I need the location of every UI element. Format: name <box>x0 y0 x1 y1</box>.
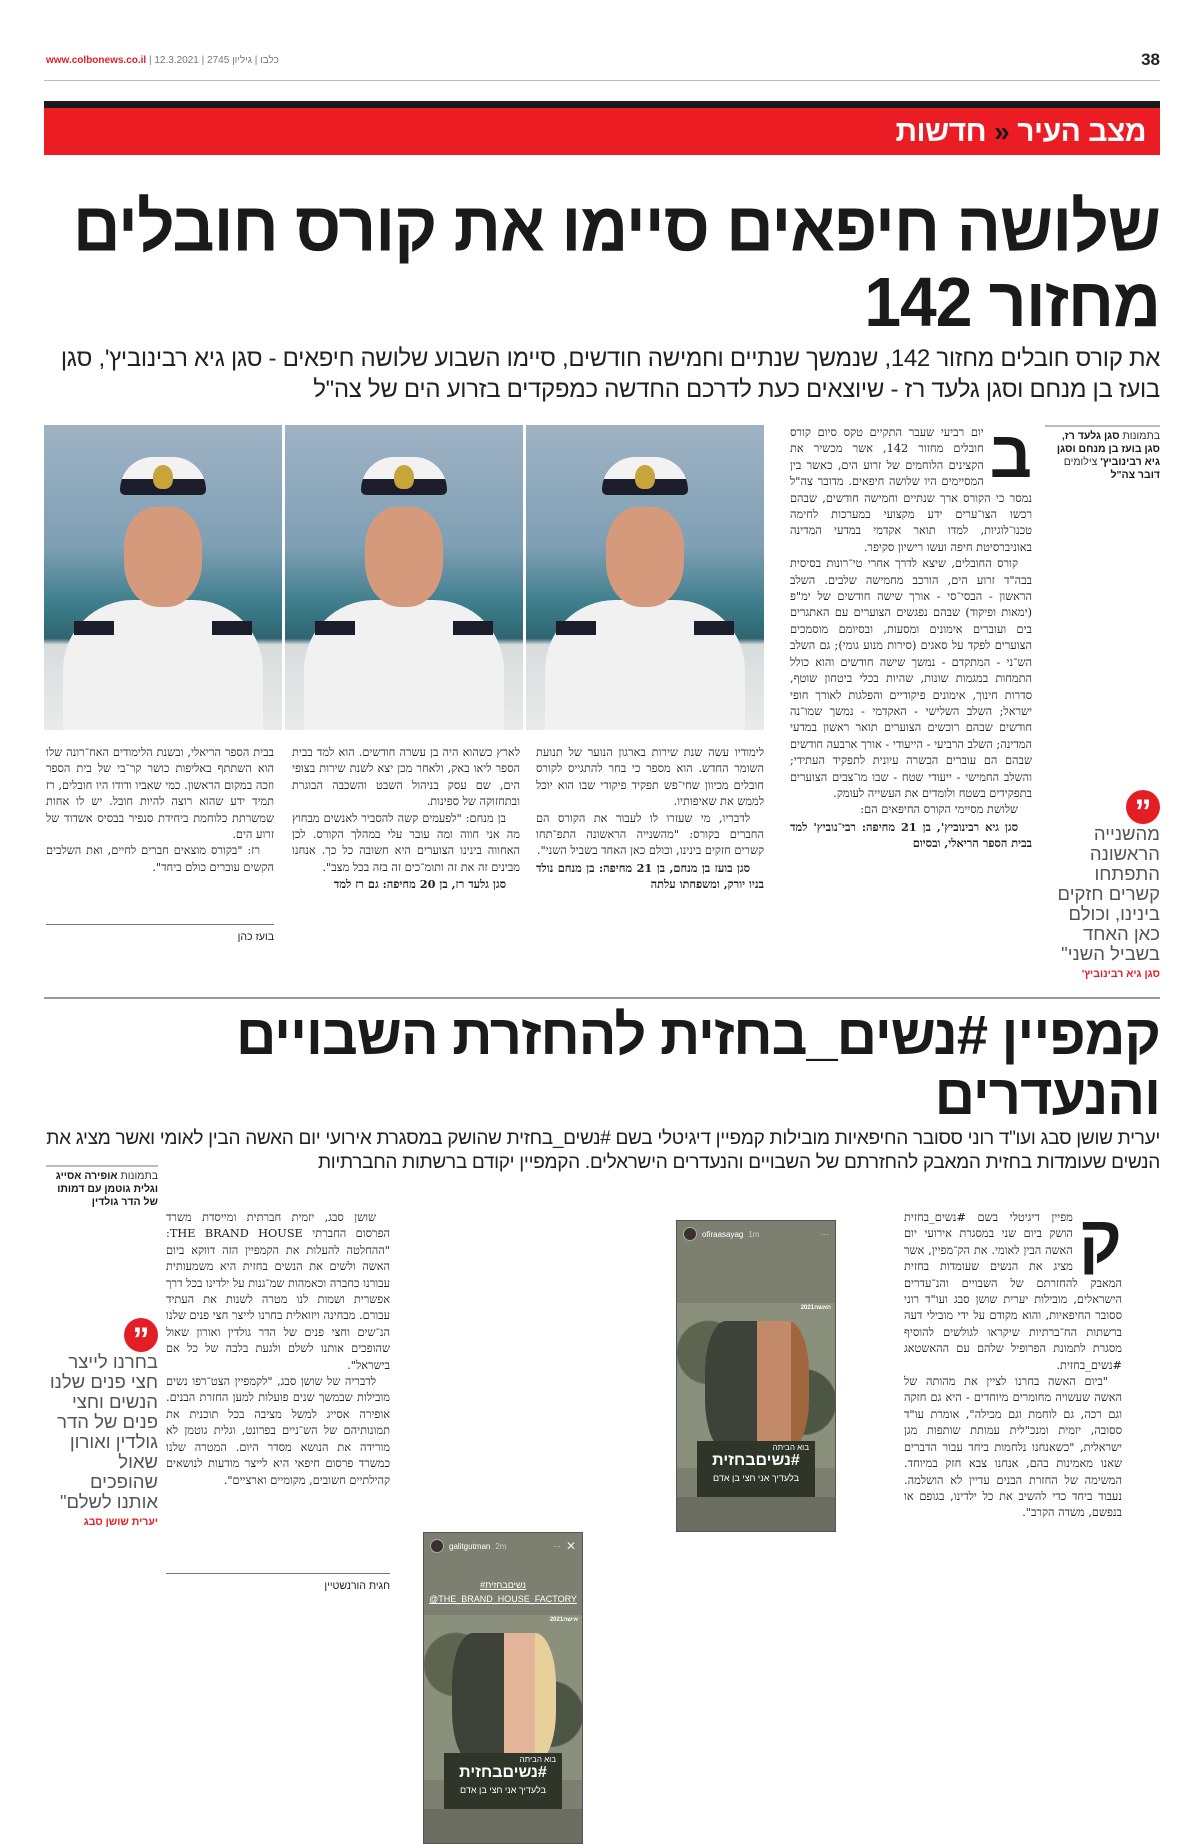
instagram-story-ofiraasayag <box>676 1220 836 1532</box>
quote-icon: ” <box>1126 790 1160 824</box>
paragraph: לארץ כשהוא היה בן עשרה חודשים. הוא למד בבית הספר ליאו באק, ולאחר מכן יצא לשנת שירות בצופי הים, שם עסק בניהול השבט והשכבה הבוגרת ובתחזוקה של ספינות. <box>292 746 520 809</box>
soldier-half-face <box>705 1321 757 1451</box>
paragraph: קורס החובלים, שיצא לדרך אחרי טי־רונות בסיסית בבה"ד זרוע הים, הורכב מחמישה שלבים. השלב הראשון - הבסי־סי - אורך שישה חודשים של ימ"פ (ימאות ופיקוד) שבהם נפגשים הצוערים עם האתגרים בים ועוברים אימונים ומסעות, ובסיומם מוסמכים הצוערים לפקד על סאגים (סירות מנוע גומי); גם השלב הש־ני - המתקדם - נמשך שישה חודשים והוא כולל התמחות במגמות שונות, שהיות בכלי ביטחון שוטף, סדרות חינוך, אימונים פיקודיים והפלגות לאורך חופי ישראל; השלב השלישי - האקדמי - נמשך שמו־נה חודשים שבהם רוכשים הצוערים תואר ראשון במדעי המדינה; השלב הרביעי - הייעודי - אורך ארבעה חודשים שבהם הם עוברים הכשרה עיונית לתפקיד העתידי; והשלב החמישי - ייעודי שטח - שבו מו־צבים הצוערים בתפקידים בשטח ולומדים את העשייה לעומק. <box>790 557 1032 800</box>
pull-quote-attribution: יערית שושן סבג <box>83 1516 158 1528</box>
paragraph: "ביום האשה בחרנו לציין את מהותה של האשה שעשויה מחומרים מיוחדים - היא גם חזקה וגם רכה, גם לוחמת וגם מכילה", אומרת עו"ד ססובה, יזמית ומנכ"לית עמותת שותפות מגן ישראלית, "כשאנחנו נלחמות ביחד עבור הדברים שאנו מאמינות בהם, אנחנו צבא חזק במיוחד. המשימה של החזרת הבנים עדיין לא הושלמה. נעבוד ביחד כדי להשיב את כל ילדינו, בגופם או בנפשם, משדה הקרב". <box>904 1375 1122 1520</box>
face <box>365 507 443 607</box>
section-band <box>44 108 1160 155</box>
caption-label: בתמונות <box>120 1170 158 1182</box>
year-label: 2021האשה <box>800 1305 831 1311</box>
article2-column-1 <box>904 1202 1122 1630</box>
banner-top: בוא הביתה <box>772 1443 809 1452</box>
story-mention[interactable]: @THE_BRAND_HOUSE_FACTORY <box>429 1594 577 1604</box>
separator: | <box>148 55 152 66</box>
section-label: מצב העיר <box>1017 114 1146 148</box>
paragraph: יום רביעי שעבר התקיים טקס סיום קורס חובלים מחזור 142, אשר מכשיר את הקצינים הלוחמים של זרוע הים, כאשר בין המסיימים היו שלושה חיפאים. מדובר צה"ל נמסר כי הקורס ארך שנתיים וחמישה חודשים, שבהם רכשו הצו־ערים ידע מקצועי במערכות לחימה טכנו־לוגיות, למדו תואר אקדמי במדעי המדינה באוניברסיטת חיפה ועשו רישיון סקיפר. <box>790 426 1032 554</box>
epaulette <box>694 621 734 635</box>
paragraph: לימודיו עשה שנת שירות בארגון הנוער של תנועת השומר החדש. הוא מספר כי בחר להתגייס לקורס חובלים מכיוון שחי־פש תפקיד פיקודי שבו הוא יוכל לממש את שאיפותיו. <box>536 746 764 809</box>
paragraph: לדבריה של שושן סבג, "לקמפיין הצט־רפו נשים מובילות שבמשך שנים פועלות למען החזרת הבנים. אופירה אסייג למשל מציבה בכל תוכנית את תמונותיהם של הש־ניים בפרונט, וגלית גוטמן לא מורידה את הנושא מסדר היום. המטרה שלנו כמשרד פרסום חיפאי היא לייצר מודעות לנושאים קהילתיים חשובים, מקומיים וארציים". <box>166 1375 390 1487</box>
more-icon[interactable]: ··· <box>821 1229 829 1239</box>
story-header <box>424 1533 582 1559</box>
caption-names: אופירה אסייג וגלית גוטמן עם דמותו של הדר גולדין <box>55 1170 158 1208</box>
photo-caption <box>1045 425 1160 482</box>
site-url-link[interactable]: www.colbonews.co.il <box>46 55 147 66</box>
paragraph: בבית הספר הריאלי, ובשנת הלימודים האח־רונה שלו הוא השתתף באליפות כושר קר־בי של בית הספר וזכה במקום הראשון. כמי שאביו ודודו היו חובלים, רז תמיד ידע שהוא רוצה להיות חובל. יש לו אחות שמשרתת כלוחמת ביחידת סנפיר בבסיס אשדוד של זרוע הים. <box>46 746 274 842</box>
banner-slogan: בלעדיך אני חצי בן אדם <box>460 1785 546 1795</box>
article2-subheading: יערית שושן סבג ועו"ד רוני ססובר החיפאיות מובילות קמפיין דיגיטלי בשם #נשים_בחזית שהושק במסגרת אירועי יום האשה הבין לאומי ואשר מציג את הנשים שעומדות בחזית המאבק להחזרתם של השבויים והנעדרים הישראלים. הקמפיין יקודם ברשתות החברתיות <box>46 1128 1160 1173</box>
pull-quote <box>46 1318 158 1528</box>
epaulette <box>74 621 114 635</box>
paragraph: בן מנחם: "לפעמים קשה להסביר לאנשים מבחוץ מה אני חווה ומה עובר עלי במהלך הקורס. לכן האחווה בינינו הצוערים היא חשובה כל כך. אנחנו מבינים זה את זה ותומ־כים זה בזה בכל מצב". <box>292 811 520 874</box>
pull-quote-text: מהשנייה הראשונה התפתחו קשרים חזקים בינינו, וכולם כאן האחד בשביל השני" <box>1057 823 1160 964</box>
campaign-banner <box>444 1753 562 1811</box>
story-hashtag[interactable]: #נשיםבחזית <box>480 1580 526 1590</box>
avatar[interactable] <box>683 1227 697 1241</box>
story-time: 1m <box>748 1229 760 1239</box>
article2-headline: קמפיין #נשים_בחזית להחזרת השבויים והנעדרים <box>235 1003 1160 1126</box>
close-icon[interactable]: ✕ <box>565 1539 576 1553</box>
banner-hashtag: #נשיםבחזית <box>712 1452 800 1469</box>
face <box>124 507 202 607</box>
photo-officer-raz <box>44 425 282 730</box>
dropcap: ק <box>1078 1202 1122 1276</box>
masthead-line <box>46 55 279 66</box>
photo-caption <box>46 1165 158 1209</box>
year-label: אישה2021 <box>549 1617 578 1623</box>
epaulette <box>556 621 596 635</box>
uniform <box>304 600 504 730</box>
article1-column-4 <box>46 745 274 915</box>
story-username[interactable]: galitgutman <box>449 1541 491 1551</box>
cap-badge-icon <box>153 465 173 489</box>
chevron-icon: « <box>994 115 1010 147</box>
pull-quote-text: בחרנו לייצר חצי פנים שלנו הנשים וחצי פנים של הדר גולדין ואורון שאול שהופכים אותנו לשלם" <box>49 1351 158 1512</box>
epaulette <box>453 621 493 635</box>
article-divider <box>44 997 1160 999</box>
paragraph: סגן בועז בן מנחם, בן 21 מחיפה: בן מנחם נולד בניו יורק, ומשפחתו עלתה <box>536 860 764 892</box>
article1-column-3 <box>292 745 520 950</box>
article1-column-1 <box>790 417 1032 950</box>
article1-column-2 <box>536 745 764 950</box>
paragraph: שלושת מסיימי הקורס החיפאים הם: <box>860 803 1018 817</box>
uniform <box>545 600 745 730</box>
caption-names: סגן גלעד רז, סגן בועז בן מנחם וסגן גיא רבינוביץ' <box>1056 430 1160 468</box>
subsection-label: חדשות <box>895 114 987 148</box>
quote-icon: ” <box>124 1318 158 1352</box>
paragraph: מפיין דיגיטלי בשם #נשים_בחזית הושק ביום שני במסגרת אירועי יום האשה הבין לאומי. את הק־מפיין, אשר מציג את הנשים שעומדות בחזית המאבק להחזרתם של השבויים והנ־עדרים הישראלים, מובילות יערית שושן סבג ועו"ד רוני ססובר החיפאיות, והוא מקודם על ידי מובילי דעה ברשתות הח־ברתיות שיקראו לגולשים להוסיף מסגרת לתמונת הפרופיל שלהם עם ההאשטאג #נשים_בחזית. <box>904 1211 1122 1372</box>
story-footer <box>424 1809 582 1843</box>
paragraph: שושן סבג, יזמית חברתית ומייסדת משרד הפרסום החברתי THE BRAND HOUSE: "ההחלטה להעלות את הקמפיין הזה דווקא ביום האשה ולשים את הנשים בחזית היא משמעותית עבורנו כחברה וכאמהות שמ־גנות על ילדינו בכל דרך אפשרית ושמות לנו מטרה לשנות את העתיד עבורם. מבחינה ויזואלית בחרנו לייצר חצי פנים שלנו הנ־שים וחצי פנים של הדר גולדין ואורון שאול שהופכים אותנו לשלם ולגעת בלבה של כל אם בישראל". <box>166 1211 391 1372</box>
banner-hashtag: #נשיםבחזית <box>459 1764 547 1781</box>
separator: | <box>201 55 205 66</box>
article2-column-2 <box>166 1210 390 1540</box>
avatar[interactable] <box>430 1539 444 1553</box>
story-header <box>677 1221 835 1247</box>
woman-half-face <box>757 1321 809 1451</box>
article1-subheading: את קורס חובלים מחזור 142, שנמשך שנתיים וחמישה חודשים, סיימו השבוע שלושה חיפאים - סגן גיא רבינוביץ', סגן בועז בן מנחם וסגן גלעד רז - שיוצאים כעת לדרכם החדשה כמפקדים בזרוע הים של צה"ל <box>60 345 1160 403</box>
photo-officer-ben-menachem <box>285 425 523 730</box>
issue-date: 12.3.2021 <box>154 55 199 66</box>
soldier-half-face <box>452 1633 504 1763</box>
article1-headline: שלושה חיפאים סיימו את קורס חובלים מחזור 142 <box>72 187 1160 341</box>
paragraph: סגן גיא רבינוביץ', בן 21 מחיפה: רבי־נוביץ' למד בבית הספר הריאלי, ובסיום <box>790 819 1032 851</box>
story-footer <box>677 1497 835 1531</box>
pull-quote <box>1045 790 1160 980</box>
dropcap: ב <box>989 417 1032 491</box>
face <box>606 507 684 607</box>
epaulette <box>212 621 252 635</box>
banner-top: בוא הביתה <box>519 1755 556 1764</box>
campaign-banner <box>697 1441 815 1499</box>
credit-name: דובר צה"ל <box>1110 469 1160 481</box>
instagram-story-galitgutman <box>423 1532 583 1844</box>
banner-slogan: בלעדיך אני חצי בן אדם <box>713 1473 799 1483</box>
paragraph: לדבריו, מי שעזרו לו לעבור את הקורס הם החברים בקורס: "מהשנייה הראשונה התפ־תחו קשרים חזקים בינינו, וכולם כאן האחד בשביל השני". <box>536 811 764 858</box>
woman-half-face <box>504 1633 556 1763</box>
author-byline: בועז כהן <box>46 924 274 943</box>
author-byline: חגית הורנשטיין <box>166 1573 390 1592</box>
publication-name: כלבו <box>260 55 279 66</box>
uniform <box>63 600 263 730</box>
section-band-top <box>44 101 1160 108</box>
more-icon[interactable]: ··· <box>552 1541 561 1551</box>
paragraph: סגן גלעד רז, בן 20 מחיפה: גם רז למד <box>333 877 506 892</box>
caption-label: בתמונות <box>1122 430 1160 442</box>
credit-label: צילומים <box>1063 456 1098 468</box>
story-tags <box>424 1578 582 1606</box>
issue-number: גיליון 2745 <box>207 55 252 66</box>
separator: | <box>254 55 258 66</box>
epaulette <box>315 621 355 635</box>
photo-officer-rabinovich <box>526 425 764 730</box>
header-divider <box>44 80 1160 81</box>
story-time: 2m <box>495 1541 507 1551</box>
cap-badge-icon <box>635 465 655 489</box>
page-number: 38 <box>1141 50 1160 69</box>
paragraph: רז: "בקורס מוצאים חברים לחיים, ואת השלבים הקשים עוברים כולם ביחד". <box>46 844 274 874</box>
pull-quote-attribution: סגן גיא רבינוביץ' <box>1081 968 1160 980</box>
article1-photo-strip <box>44 425 764 730</box>
story-username[interactable]: ofiraasayag <box>702 1229 744 1239</box>
cap-badge-icon <box>394 465 414 489</box>
